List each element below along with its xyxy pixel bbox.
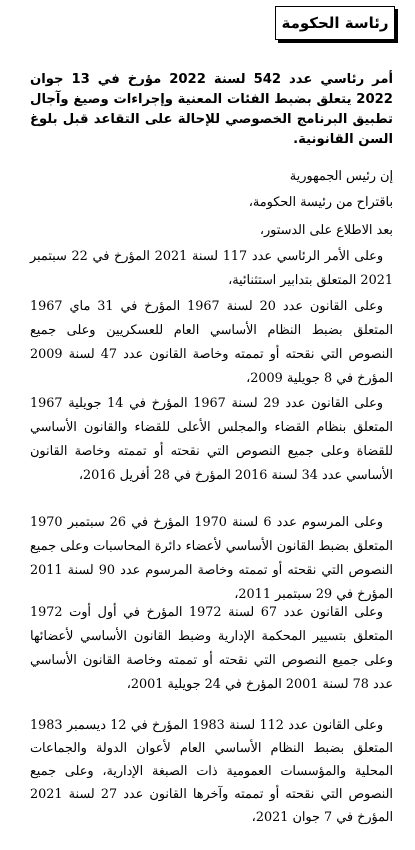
paragraph-law-20-1967: وعلى القانون عدد 20 لسنة 1967 المؤرخ في 31 ماي 1967 المتعلق بضبط النظام الأساسي العام للعسكريين وعلى جميع النصوص التي نقحته أو تممته وخاصة القانون عدد 47 لسنة 2009 المؤرخ في 8 جويلية 2009، [30, 299, 393, 386]
paragraph-law-67-1972: وعلى القانون عدد 67 لسنة 1972 المؤرخ في أول أوت 1972 المتعلق بتسيير المحكمة الإدارية وضبط القانون الأساسي لأعضائها وعلى جميع النصوص التي نقحته أو تممته وخاصة القانون الأساسي عدد 78 لسنة 2001 المؤرخ في 24 جويلية 2001، [30, 605, 393, 692]
ministry-header-box [275, 6, 395, 40]
ministry-header-label: رئاسة الحكومة [281, 14, 389, 32]
paragraph-presidential-decree-117: وعلى الأمر الرئاسي عدد 117 لسنة 2021 المؤرخ في 22 سبتمبر 2021 المتعلق بتدابير استثنائية، [30, 249, 393, 288]
decree-title: أمر رئاسي عدد 542 لسنة 2022 مؤرخ في 13 جوان 2022 يتعلق بضبط الفئات المعنية وإجراءات وصيغ وآجال تطبيق البرنامج الخصوصي للإحالة على التقاعد قبل بلوغ السن القانونية. [30, 72, 394, 147]
intro-line-proposal: باقتراح من رئيسة الحكومة، [248, 195, 393, 210]
paragraph-law-112-1983: وعلى القانون عدد 112 لسنة 1983 المؤرخ في 12 ديسمبر 1983 المتعلق بضبط النظام الأساسي العام لأعوان الدولة والجماعات المحلية والمؤسسات العمومية ذات الصبغة الإدارية، وعلى جميع النصوص التي نقحته أو تممته وآخرها القانون عدد 27 لسنة 2021 المؤرخ في 7 جوان 2021، [30, 718, 393, 825]
paragraph-decree-6-1970: وعلى المرسوم عدد 6 لسنة 1970 المؤرخ في 26 سبتمبر 1970 المتعلق بضبط القانون الأساسي لأعضاء دائرة المحاسبات وعلى جميع النصوص التي نقحته أو تممته وخاصة المرسوم عدد 90 لسنة 2011 المؤرخ في 29 سبتمبر 2011، [30, 515, 393, 602]
intro-line-constitution: بعد الاطلاع على الدستور، [259, 223, 393, 238]
intro-line-president: إن رئيس الجمهورية [289, 169, 393, 184]
paragraph-law-29-1967: وعلى القانون عدد 29 لسنة 1967 المؤرخ في 14 جويلية 1967 المتعلق بنظام القضاء والمجلس الأعلى للقضاء والقانون الأساسي للقضاة وعلى جميع النصوص التي نقحته أو تممته وخاصة القانون الأساسي عدد 34 لسنة 2016 المؤرخ في 28 أفريل 2016، [30, 396, 393, 483]
